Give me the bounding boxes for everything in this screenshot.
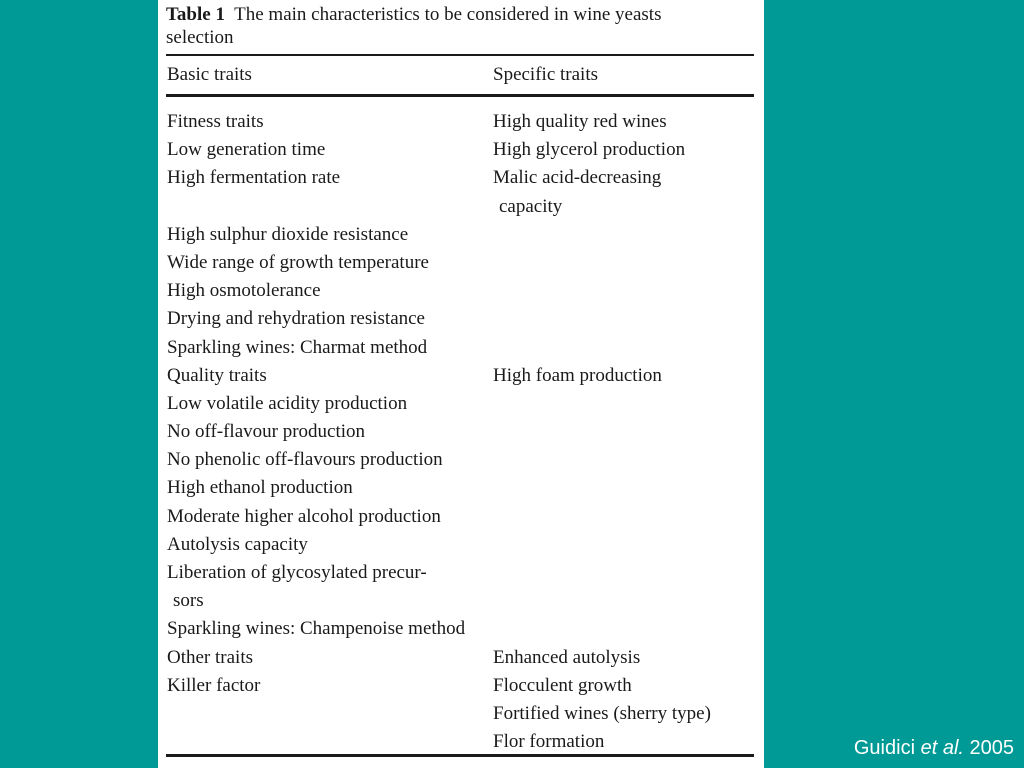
table-panel — [158, 0, 764, 768]
credit-year: 2005 — [969, 737, 1014, 759]
specific-trait: Enhanced autolysis — [493, 646, 641, 668]
specific-trait — [493, 587, 758, 615]
specific-trait — [493, 531, 758, 559]
specific-trait: High quality red wines — [493, 111, 667, 132]
specific-trait: High foam production — [493, 364, 662, 386]
specific-trait: capacity — [499, 195, 563, 217]
basic-trait: High osmotolerance — [167, 280, 321, 302]
specific-trait — [493, 418, 758, 446]
specific-trait: Flor formation — [493, 731, 605, 753]
basic-trait: Moderate higher alcohol production — [167, 505, 441, 527]
column-header-specific: Specific traits — [493, 64, 598, 85]
basic-trait: Low volatile acidity production — [167, 392, 408, 414]
specific-trait: Flocculent growth — [493, 674, 632, 696]
credit-etal: et al. — [920, 737, 964, 759]
basic-trait — [167, 700, 507, 728]
table-title-line1: The main characteristics to be considered in wine yeasts — [234, 4, 662, 25]
bottom-rule — [166, 754, 754, 757]
specific-trait — [493, 474, 758, 502]
header-rule — [166, 94, 754, 97]
basic-trait: Sparkling wines: Charmat method — [167, 336, 428, 358]
basic-trait: High fermentation rate — [167, 167, 341, 189]
specific-trait: Malic acid-decreasing — [493, 167, 662, 189]
basic-trait — [167, 728, 507, 756]
table-caption — [166, 3, 756, 49]
specific-trait — [493, 390, 758, 418]
basic-trait: Liberation of glycosylated precur- — [167, 562, 427, 583]
basic-trait: No off-flavour production — [167, 421, 366, 443]
basic-trait: Low generation time — [167, 139, 326, 161]
basic-trait — [167, 193, 507, 221]
table-label: Table 1 — [166, 4, 225, 25]
basic-trait: Fitness traits — [167, 111, 264, 132]
basic-trait: sors — [173, 590, 204, 612]
basic-trait: No phenolic off-flavours production — [167, 449, 443, 471]
specific-trait — [493, 503, 758, 531]
specific-traits-column — [493, 108, 758, 756]
basic-trait: Killer factor — [167, 674, 261, 696]
specific-trait — [493, 446, 758, 474]
basic-trait: Autolysis capacity — [167, 533, 308, 555]
basic-trait: Quality traits — [167, 364, 267, 386]
specific-trait — [493, 334, 758, 362]
specific-trait — [493, 305, 758, 333]
basic-trait: High sulphur dioxide resistance — [167, 223, 409, 245]
table-title-line2: selection — [166, 27, 234, 48]
specific-trait — [493, 615, 758, 643]
basic-traits-column — [167, 108, 507, 756]
column-header-basic: Basic traits — [167, 64, 252, 85]
specific-trait — [493, 221, 758, 249]
source-credit — [854, 737, 1014, 760]
specific-trait — [493, 277, 758, 305]
basic-trait: Other traits — [167, 646, 254, 668]
specific-trait: Fortified wines (sherry type) — [493, 702, 711, 724]
specific-trait — [493, 249, 758, 277]
specific-trait — [493, 559, 758, 587]
basic-trait: Drying and rehydration resistance — [167, 308, 425, 330]
top-rule — [166, 54, 754, 56]
specific-trait: High glycerol production — [493, 139, 686, 161]
basic-trait: Wide range of growth temperature — [167, 251, 429, 273]
basic-trait: High ethanol production — [167, 477, 353, 499]
basic-trait: Sparkling wines: Champenoise method — [167, 618, 466, 640]
credit-author: Guidici — [853, 737, 916, 759]
